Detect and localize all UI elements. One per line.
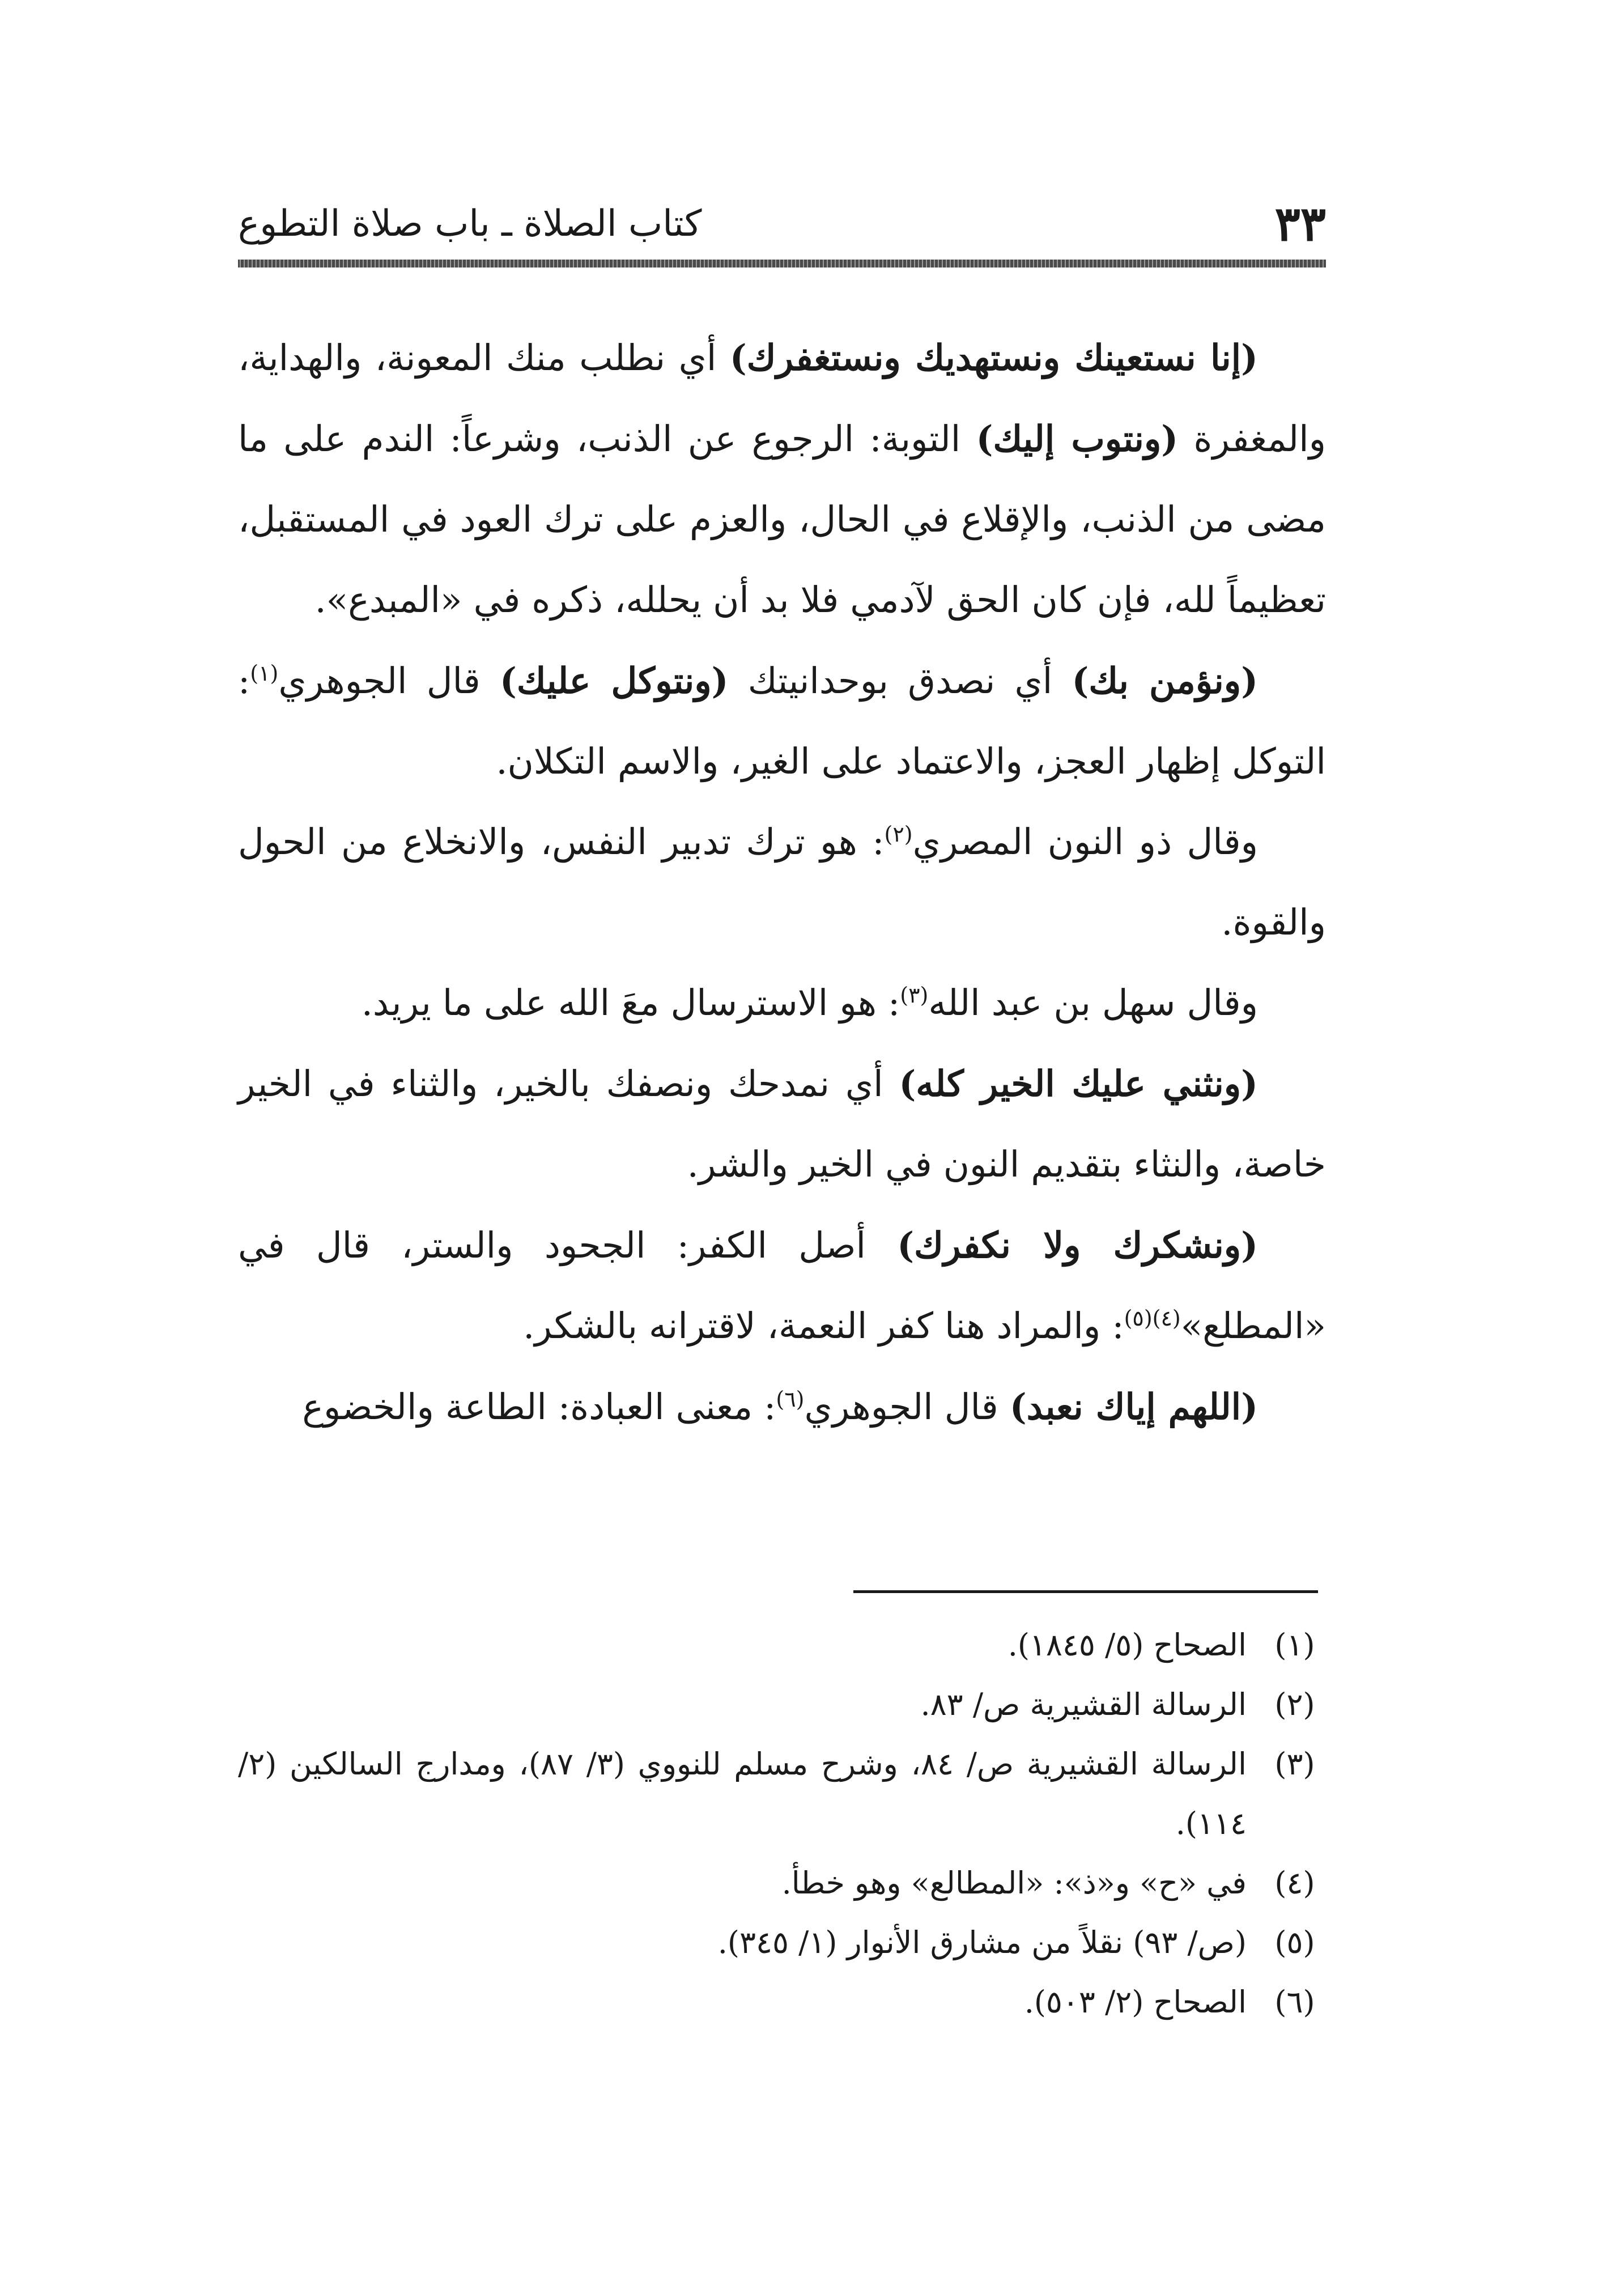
- footnote-item: [238, 1913, 1326, 1972]
- footnote-number: (٢): [1274, 1687, 1315, 1722]
- header-rule: [238, 260, 1326, 267]
- paragraph-text: أي نصدق بوحدانيتك: [728, 660, 1072, 702]
- paragraph-text: : التوكل إظهار العجز، والاعتماد على الغير، والاسم التكلان.: [238, 660, 1326, 782]
- footnote-item: [238, 1972, 1326, 2032]
- footnote-marker[interactable]: (٦): [776, 1387, 805, 1412]
- paragraph-ibada: [238, 1366, 1326, 1447]
- footnote-item: [238, 1615, 1326, 1675]
- paragraph-text: التوبة: الرجوع عن الذنب، وشرعاً: الندم على ما مضى من الذنب، والإقلاع في الحال، والعزم على ترك العود في المستقبل، تعظيماً لله، فإن كان الحق لآدمي فلا بد أن يحلله، ذكره في «المبدع».: [238, 418, 1326, 621]
- paragraph-text: : هو ترك تدبير النفس، والانخلاع من الحول والقوة.: [238, 821, 1326, 943]
- bold-phrase: (اللهم إياك نعبد): [1009, 1386, 1258, 1428]
- paragraph-text: أي نطلب منك المعونة، والهداية، والمغفرة: [238, 337, 1327, 460]
- footnote-marker[interactable]: (٣): [900, 983, 929, 1008]
- paragraph-text: : هو الاسترسال معَ الله على ما يريد.: [361, 982, 900, 1024]
- footnote-separator: [853, 1590, 1318, 1593]
- footnote-number: (٦): [1274, 1984, 1315, 2020]
- footnotes: [238, 1615, 1326, 2032]
- bold-phrase: (ونتوكل عليك): [500, 660, 729, 702]
- paragraph-text: وقال سهل بن عبد الله: [928, 982, 1258, 1024]
- paragraph-text: وقال ذو النون المصري: [912, 821, 1258, 863]
- footnote-number: (٤): [1274, 1865, 1315, 1901]
- footnote-item: [238, 1853, 1326, 1913]
- footnote-item: [238, 1734, 1326, 1853]
- footnote-text: في «ح» و«ذ»: «المطالع» وهو خطأ.: [781, 1865, 1247, 1901]
- bold-phrase: (ونثني عليك الخير كله): [899, 1063, 1258, 1105]
- footnote-number: (١): [1274, 1627, 1315, 1663]
- footnote-text: الصحاح (٢/ ٥٠٣).: [1024, 1984, 1247, 2020]
- paragraph-text: : والمراد هنا كفر النعمة، لاقترانه بالشكر.: [523, 1305, 1124, 1347]
- paragraph-text: أي نمدحك ونصفك بالخير، والثناء في الخير خاصة، والنثاء بتقديم النون في الخير والشر.: [238, 1063, 1326, 1185]
- paragraph-text: : معنى العبادة: الطاعة والخضوع: [302, 1386, 776, 1428]
- footnote-text: (ص/ ٩٣) نقلاً من مشارق الأنوار (١/ ٣٤٥).: [717, 1925, 1247, 1960]
- paragraph-text: أصل الكفر: الجحود والستر، قال في «المطلع»: [238, 1225, 1326, 1347]
- running-title: كتاب الصلاة ـ باب صلاة التطوع: [238, 203, 702, 245]
- main-text: [238, 317, 1326, 1447]
- footnote-number: (٣): [1274, 1746, 1315, 1782]
- paragraph-thana: [238, 1043, 1326, 1205]
- paragraph-text: قال الجوهري: [804, 1386, 1010, 1428]
- bold-phrase: (ونشكرك ولا نكفرك): [897, 1224, 1259, 1266]
- paragraph-shukr: [238, 1205, 1326, 1366]
- paragraph-tawakkul: [238, 640, 1326, 802]
- bold-phrase: (إنا نستعينك ونستهديك ونستغفرك): [729, 337, 1258, 379]
- footnote-number: (٥): [1274, 1925, 1315, 1960]
- footnote-marker[interactable]: (٢): [884, 822, 913, 847]
- bold-phrase: (ونؤمن بك): [1072, 660, 1259, 702]
- footnote-text: الرسالة القشيرية ص/ ٨٣.: [920, 1687, 1247, 1722]
- paragraph-text: قال الجوهري: [278, 660, 500, 702]
- paragraph-tawba: [238, 317, 1326, 640]
- footnote-marker[interactable]: (٤)(٥): [1124, 1306, 1181, 1331]
- running-header: [238, 187, 1326, 255]
- page-number: ٣٣: [1274, 196, 1326, 252]
- footnote-item: [238, 1675, 1326, 1734]
- bold-phrase: (ونتوب إليك): [976, 418, 1179, 460]
- footnote-marker[interactable]: (١): [250, 661, 279, 686]
- paragraph-dhu-al-nun: [238, 802, 1326, 963]
- paragraph-sahl: [238, 963, 1326, 1043]
- footnote-text: الرسالة القشيرية ص/ ٨٤، وشرح مسلم للنووي (٣/ ٨٧)، ومدارج السالكين (٢/ ١١٤).: [238, 1746, 1247, 1841]
- footnote-text: الصحاح (٥/ ١٨٤٥).: [1007, 1627, 1247, 1663]
